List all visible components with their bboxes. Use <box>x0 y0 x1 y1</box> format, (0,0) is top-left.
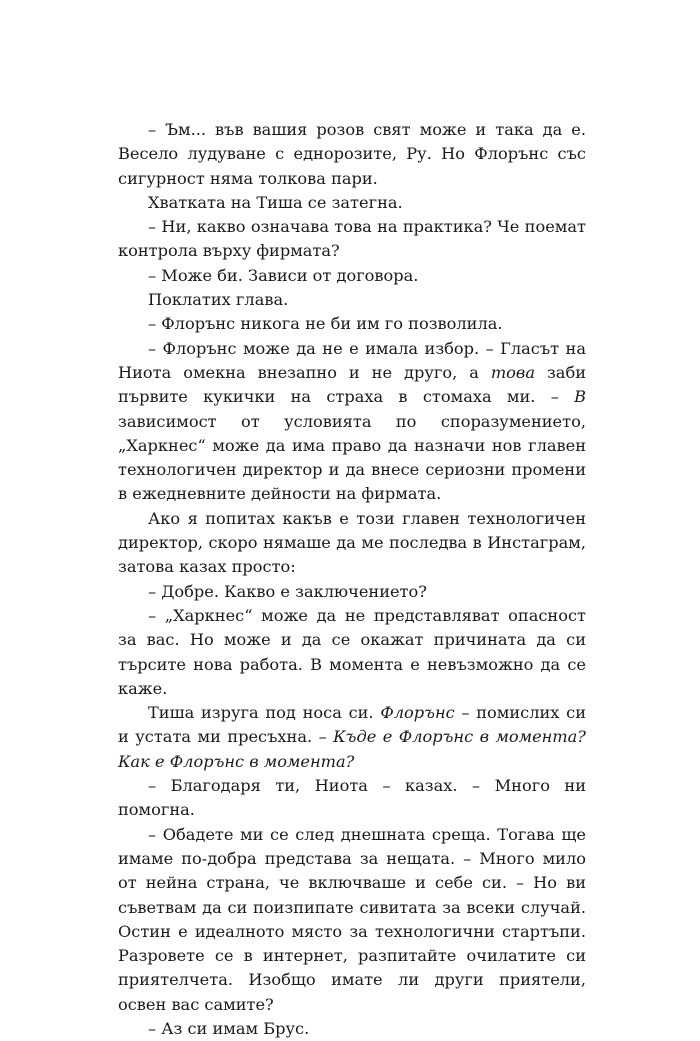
text-run: – Аз си имам Брус. <box>148 1018 310 1038</box>
paragraph <box>118 580 586 604</box>
paragraph <box>118 215 586 264</box>
paragraph <box>118 701 586 774</box>
text-run: – Флорънс никога не би им го позволила. <box>148 314 503 334</box>
paragraph <box>118 604 586 701</box>
italic-run: Флорънс <box>380 703 455 723</box>
paragraph <box>118 118 586 191</box>
text-run: – Ъм... във вашия розов свят може и така да е. Весело лудуване с еднорозите, Ру. Но Флорънс със сигурност няма толкова пари. <box>118 120 586 188</box>
text-run: зависимост от условията по споразумението, „Харкнес“ може да има право да назначи нов главен технологичен директор и да внесе сериозни промени в ежедневните дейности на фирмата. <box>118 411 586 504</box>
text-run: – Може би. Зависи от договора. <box>148 265 419 285</box>
page-text <box>118 118 586 1041</box>
text-run: – помислих си и устата ми пресъхна. – <box>118 703 586 747</box>
paragraph <box>118 507 586 580</box>
paragraph <box>118 337 586 507</box>
paragraph <box>118 191 586 215</box>
text-run: – Флорънс може да не е имала избор. – Гласът на Ниота омекна внезапно и не друго, а <box>118 338 586 382</box>
paragraph <box>118 264 586 288</box>
italic-run: В <box>574 387 586 407</box>
paragraph <box>118 1017 586 1041</box>
paragraph <box>118 288 586 312</box>
text-run: – Обадете ми се след днешната среща. Тогава ще имаме по-добра представа за нещата. – Много мило от нейна страна, че включваше и себе си. – Но ви съветвам да си поизпипате сивитата за всеки случай. Остин е идеалното място за технологични стартъпи. Разровете се в интернет, разпитайте очилатите си приятелчета. Изобщо имате ли други приятели, освен вас самите? <box>118 824 586 1014</box>
italic-run: това <box>490 362 535 382</box>
text-run: – Добре. Какво е заключението? <box>148 581 427 601</box>
text-run: – Благодаря ти, Ниота – казах. – Много ни помогна. <box>118 776 586 820</box>
text-run: Поклатих глава. <box>148 290 289 310</box>
paragraph <box>118 774 586 823</box>
paragraph <box>118 312 586 336</box>
paragraph <box>118 823 586 1017</box>
text-run: Хватката на Тиша се затегна. <box>148 192 403 212</box>
text-run: – Ни, какво означава това на практика? Че поемат контрола върху фирмата? <box>118 217 586 261</box>
italic-run: Къде е Флорънс в момента? Как е Флорънс в момента? <box>118 727 586 771</box>
text-run: Ако я попитах какъв е този главен технологичен директор, скоро нямаше да ме последва в Инстаграм, затова казах просто: <box>118 508 586 577</box>
text-run: – „Харкнес“ може да не представляват опасност за вас. Но може и да се окажат причината да си търсите нова работа. В момента е невъзможно да се каже. <box>118 605 586 698</box>
text-run: Тиша изруга под носа си. <box>148 703 381 723</box>
text-run: заби първите кукички на страха в стомаха ми. – <box>118 362 586 407</box>
